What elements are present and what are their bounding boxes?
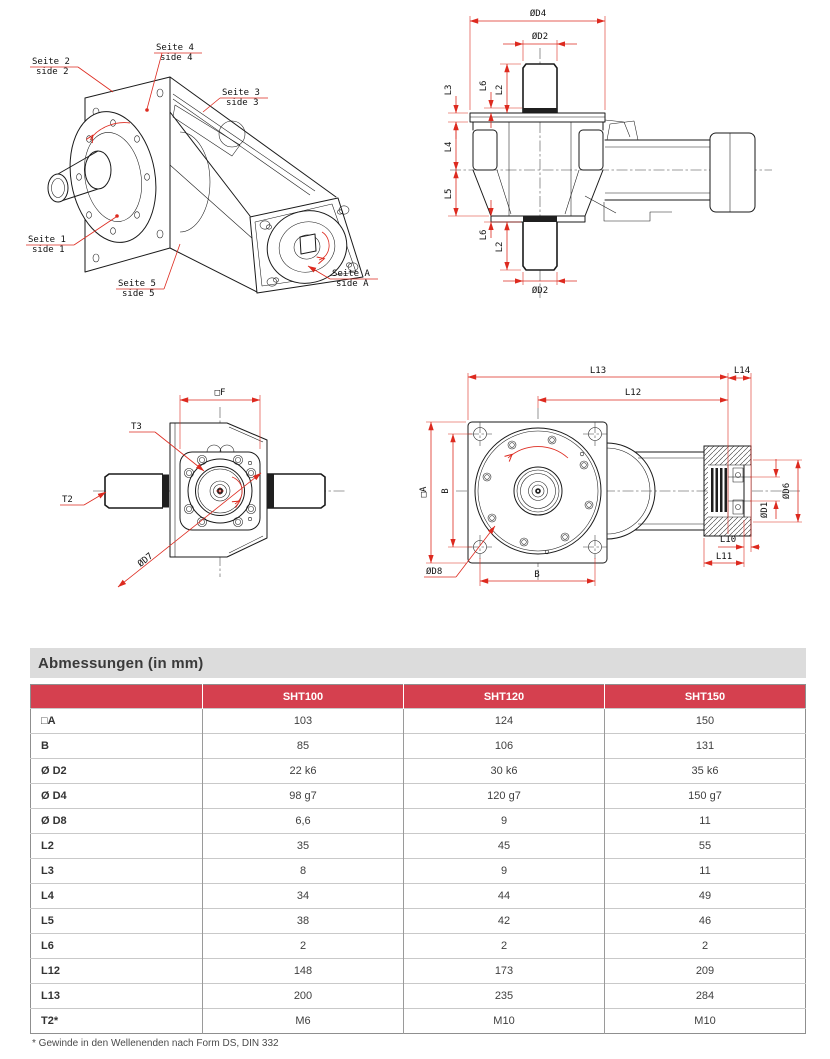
dim-d4: ØD4: [529, 9, 547, 19]
dim-d2-bottom: ØD2: [531, 286, 549, 296]
cell: 131: [605, 734, 806, 759]
cell: 103: [203, 709, 404, 734]
cell: 35: [203, 834, 404, 859]
dim-b-bottom: B: [534, 570, 540, 580]
cell: 6,6: [203, 809, 404, 834]
cell: 55: [605, 834, 806, 859]
row-label: Ø D2: [31, 759, 203, 784]
label-seite-a: Seite A: [332, 269, 370, 279]
dim-a: □A: [419, 486, 429, 498]
row-label: T2*: [31, 1009, 203, 1034]
label-seite-4: Seite 4: [156, 43, 194, 53]
col-header-empty: [31, 685, 203, 709]
table-row: [31, 959, 806, 984]
label-seite-2: Seite 2: [32, 57, 70, 67]
row-label: L3: [31, 859, 203, 884]
cell: 42: [404, 909, 605, 934]
cell: 2: [203, 934, 404, 959]
cell: 9: [404, 809, 605, 834]
row-label: L12: [31, 959, 203, 984]
cell: 150 g7: [605, 784, 806, 809]
header-row: [31, 685, 806, 709]
cell: 98 g7: [203, 784, 404, 809]
dim-l5: L5: [444, 188, 454, 200]
col-header-sht100: SHT100: [203, 685, 404, 709]
cell: 148: [203, 959, 404, 984]
cell: 85: [203, 734, 404, 759]
dim-d6: ØD6: [782, 482, 792, 500]
dim-l11: L11: [715, 552, 733, 562]
dim-t3: T3: [131, 422, 142, 432]
side-section-view-drawing: [420, 0, 830, 310]
dim-d7: ØD7: [136, 551, 156, 570]
table-row: [31, 1009, 806, 1034]
table-row: [31, 784, 806, 809]
row-label: L13: [31, 984, 203, 1009]
row-label: □A: [31, 709, 203, 734]
cell: 11: [605, 859, 806, 884]
dim-l2-top: L2: [495, 84, 505, 96]
table-row: [31, 809, 806, 834]
cell: 30 k6: [404, 759, 605, 784]
cell: 106: [404, 734, 605, 759]
cell: M10: [605, 1009, 806, 1034]
cell: M6: [203, 1009, 404, 1034]
cell: 2: [404, 934, 605, 959]
cell: 44: [404, 884, 605, 909]
label-side-2: side 2: [36, 67, 69, 77]
label-side-a: side A: [336, 279, 369, 289]
cell: M10: [404, 1009, 605, 1034]
table-row: [31, 759, 806, 784]
cell: 22 k6: [203, 759, 404, 784]
cell: 124: [404, 709, 605, 734]
dim-d2-top: ØD2: [531, 32, 549, 42]
gearbox-side-outline: [470, 64, 755, 270]
cell: 200: [203, 984, 404, 1009]
label-side-5: side 5: [122, 289, 155, 299]
table-row: [31, 934, 806, 959]
isometric-view-drawing: [10, 20, 410, 320]
cell: 150: [605, 709, 806, 734]
cell: 209: [605, 959, 806, 984]
dim-l4: L4: [444, 141, 454, 153]
cell: 9: [404, 859, 605, 884]
cell: 34: [203, 884, 404, 909]
table-row: [31, 909, 806, 934]
table-footnote: * Gewinde in den Wellenenden nach Form DS, DIN 332: [32, 1038, 279, 1049]
cell: 284: [605, 984, 806, 1009]
cell: 120 g7: [404, 784, 605, 809]
cell: 173: [404, 959, 605, 984]
section-title: Abmessungen (in mm): [38, 654, 204, 672]
label-seite-3: Seite 3: [222, 88, 260, 98]
label-side-3: side 3: [226, 98, 259, 108]
row-label: L2: [31, 834, 203, 859]
label-side-4: side 4: [160, 53, 193, 63]
dim-d1: ØD1: [760, 501, 770, 519]
row-label: Ø D4: [31, 784, 203, 809]
dim-t2: T2: [62, 495, 73, 505]
dim-l10: L10: [719, 535, 737, 545]
table-row: [31, 734, 806, 759]
section-title-bar: [30, 648, 806, 678]
dim-l3: L3: [444, 84, 454, 96]
cell: 45: [404, 834, 605, 859]
gearbox-rear-outline: [105, 423, 325, 557]
cell: 235: [404, 984, 605, 1009]
front-view-drawing: [398, 362, 830, 620]
dimensions-table: [30, 684, 806, 1034]
dim-f: □F: [214, 388, 226, 398]
dim-l12: L12: [624, 388, 642, 398]
table-row: [31, 884, 806, 909]
cell: 46: [605, 909, 806, 934]
row-label: B: [31, 734, 203, 759]
dim-l14: L14: [733, 366, 751, 376]
dim-b-left: B: [441, 488, 451, 494]
cell: 2: [605, 934, 806, 959]
label-seite-5: Seite 5: [118, 279, 156, 289]
row-label: L5: [31, 909, 203, 934]
dim-l6-bottom: L6: [479, 229, 489, 241]
cell: 49: [605, 884, 806, 909]
dim-l2-bottom: L2: [495, 241, 505, 253]
row-label: Ø D8: [31, 809, 203, 834]
gearbox-isometric-outline: [48, 77, 363, 293]
gearbox-front-outline: [468, 422, 751, 563]
dim-l13: L13: [589, 366, 607, 376]
cell: 8: [203, 859, 404, 884]
table-row: [31, 709, 806, 734]
col-header-sht120: SHT120: [404, 685, 605, 709]
dim-l6-top: L6: [479, 80, 489, 92]
col-header-sht150: SHT150: [605, 685, 806, 709]
cell: 11: [605, 809, 806, 834]
label-seite-1: Seite 1: [28, 235, 66, 245]
dim-d8: ØD8: [426, 567, 443, 577]
cell: 38: [203, 909, 404, 934]
rear-view-drawing: [5, 365, 400, 620]
cell: 35 k6: [605, 759, 806, 784]
row-label: L6: [31, 934, 203, 959]
table-row: [31, 859, 806, 884]
table-row: [31, 984, 806, 1009]
label-side-1: side 1: [32, 245, 65, 255]
table-row: [31, 834, 806, 859]
row-label: L4: [31, 884, 203, 909]
